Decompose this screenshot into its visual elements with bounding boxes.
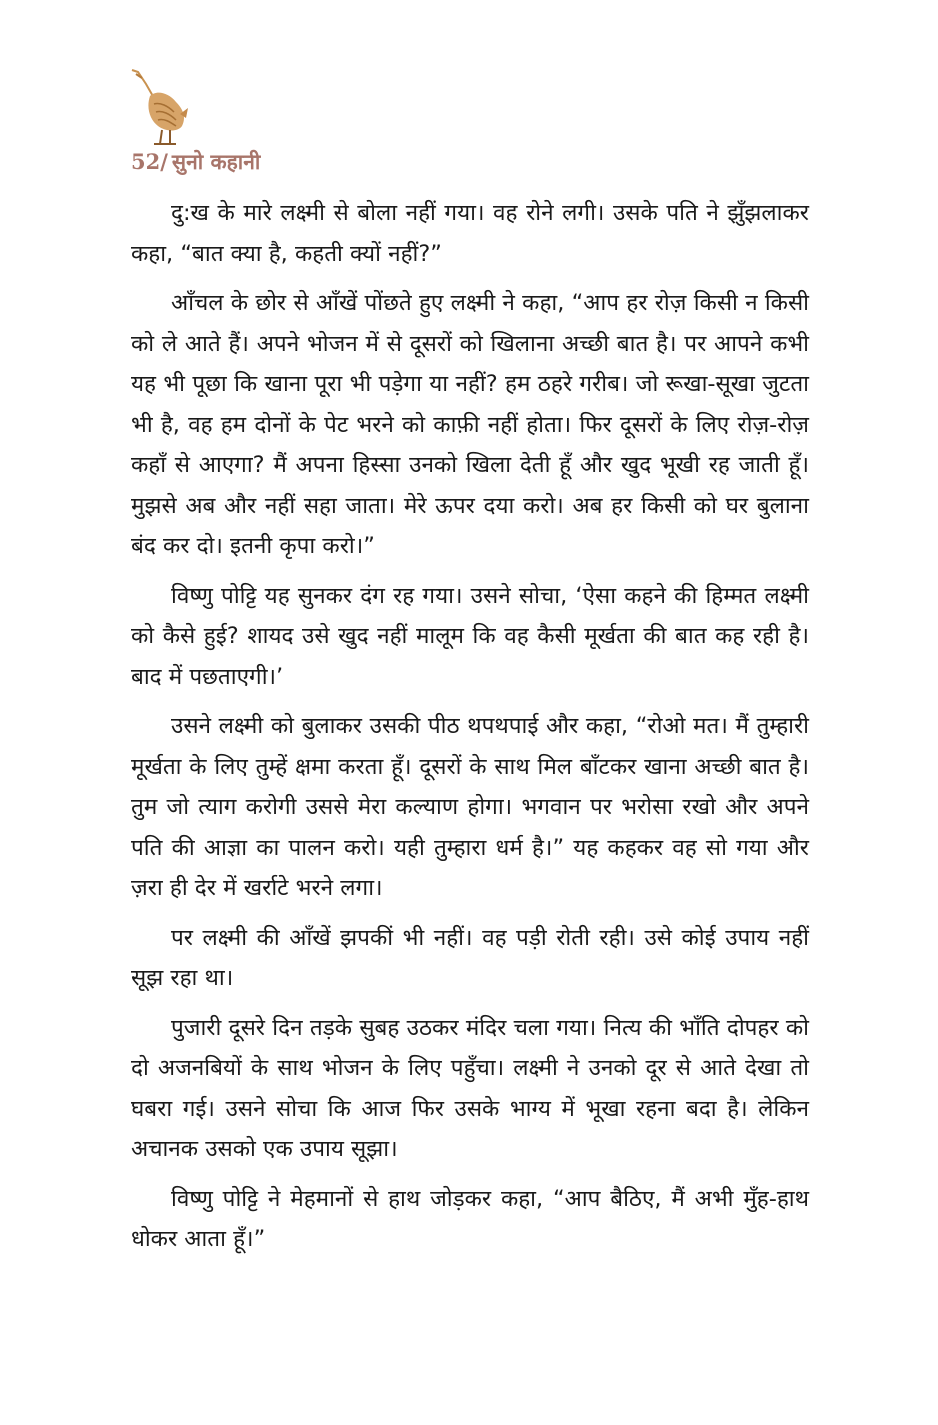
paragraph: विष्णु पोट्टि ने मेहमानों से हाथ जोड़कर कहा, “आप बैठिए, मैं अभी मुँह-हाथ धोकर आता हूँ।” <box>131 1185 809 1252</box>
paragraph: आँचल के छोर से आँखें पोंछते हुए लक्ष्मी ने कहा, “आप हर रोज़ किसी न किसी को ले आते हैं। अपने भोजन में से दूसरों को खिलाना अच्छी बात है। पर आपने कभी यह भी पूछा कि खाना पूरा भी पड़ेगा या नहीं? हम ठहरे गरीब। जो रूखा-सूखा जुटता भी है, वह हम दोनों के पेट भरने को काफ़ी नहीं होता। फिर दूसरों के लिए रोज़-रोज़ कहाँ से आएगा? मैं अपना हिस्सा उनको खिला देती हूँ और खुद भूखी रह जाती हूँ। मुझसे अब और नहीं सहा जाता। मेरे ऊपर दया करो। अब हर किसी को घर बुलाना बंद कर दो। इतनी कृपा करो।” <box>131 290 809 559</box>
book-title: सुनो कहानी <box>171 149 261 174</box>
paragraph: पुजारी दूसरे दिन तड़के सुबह उठकर मंदिर चला गया। नित्य की भाँति दोपहर को दो अजनबियों के साथ भोजन के लिए पहुँचा। लक्ष्मी ने उनको दूर से आते देखा तो घबरा गई। उसने सोचा कि आज फिर उसके भाग्य में भूखा रहना बदा है। लेकिन अचानक उसको एक उपाय सूझा। <box>131 1014 809 1162</box>
paragraph: दु:ख के मारे लक्ष्मी से बोला नहीं गया। वह रोने लगी। उसके पति ने झुँझलाकर कहा, “बात क्या है, कहती क्यों नहीं?” <box>131 200 809 267</box>
bird-icon <box>124 68 190 146</box>
paragraph: उसने लक्ष्मी को बुलाकर उसकी पीठ थपथपाई और कहा, “रोओ मत। मैं तुम्हारी मूर्खता के लिए तुम्हें क्षमा करता हूँ। दूसरों के साथ मिल बाँटकर खाना अच्छी बात है। तुम जो त्याग करोगी उससे मेरा कल्याण होगा। भगवान पर भरोसा रखो और अपने पति की आज्ञा का पालन करो। यही तुम्हारा धर्म है।” यह कहकर वह सो गया और ज़रा ही देर में खर्राटे भरने लगा। <box>131 713 809 901</box>
paragraph: विष्णु पोट्टि यह सुनकर दंग रह गया। उसने सोचा, ‘ऐसा कहने की हिम्मत लक्ष्मी को कैसे हुई? शायद उसे खुद नहीं मालूम कि वह कैसी मूर्खता की बात कह रही है। बाद में पछताएगी।’ <box>131 582 809 690</box>
page-header <box>131 148 260 176</box>
paragraph: पर लक्ष्मी की आँखें झपकीं भी नहीं। वह पड़ी रोती रही। उसे कोई उपाय नहीं सूझ रहा था। <box>131 924 809 991</box>
page-number: 52/ <box>131 149 168 174</box>
story-text <box>131 193 809 1269</box>
